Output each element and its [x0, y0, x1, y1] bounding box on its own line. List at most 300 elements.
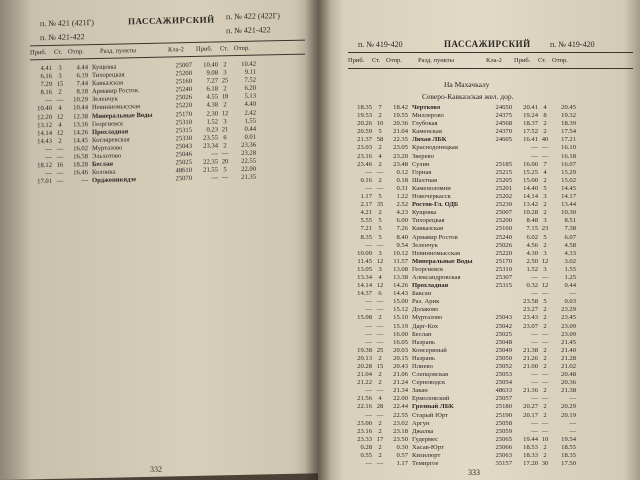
time-cell: —: [569, 395, 576, 403]
table-row: [350, 104, 635, 112]
station-name: Эльхотово: [92, 152, 122, 161]
station-name: Шахтная: [412, 176, 438, 184]
table-row: [350, 290, 635, 298]
time-cell: 14.14: [523, 193, 538, 201]
station-name: Ермоловский: [412, 395, 450, 403]
time-cell: 2: [58, 88, 62, 97]
time-cell: 23.45: [561, 314, 576, 322]
time-cell: —: [541, 338, 549, 346]
time-cell: 2: [378, 354, 382, 362]
station-name: Долаково: [412, 306, 439, 314]
station-name: Сулин: [412, 160, 430, 168]
time-cell: 19.44: [523, 435, 538, 443]
table-row: [350, 339, 635, 347]
time-cell: 20.48: [561, 371, 576, 379]
time-cell: 24370: [495, 128, 512, 136]
time-cell: 24375: [495, 112, 512, 120]
table-row: [350, 258, 635, 266]
time-cell: 23.16: [357, 152, 372, 160]
time-cell: 2: [543, 120, 547, 128]
time-cell: 13.34: [357, 273, 372, 281]
station-name: Армавир Ростов: [412, 233, 458, 241]
time-cell: 25180: [495, 403, 512, 411]
time-cell: 25063: [495, 452, 512, 460]
time-cell: 25007: [495, 209, 512, 217]
table-row: [350, 403, 635, 411]
time-cell: 2: [378, 112, 382, 120]
time-cell: 10.09: [357, 249, 372, 257]
time-cell: 21.37: [357, 136, 372, 144]
time-cell: —: [365, 168, 372, 176]
time-cell: 12.38: [73, 112, 88, 121]
time-cell: 8.16: [40, 89, 52, 97]
table-row: [350, 169, 635, 177]
station-name: Закан: [412, 387, 428, 395]
time-cell: 3: [543, 265, 547, 273]
time-cell: 18.53: [523, 443, 538, 451]
time-cell: 15: [56, 80, 64, 88]
time-cell: 0.28: [360, 443, 372, 451]
table-row: [350, 331, 635, 339]
station-name: Баксан: [412, 290, 432, 298]
time-cell: 23.03: [357, 144, 372, 152]
time-cell: 5: [223, 166, 227, 174]
time-cell: 2: [543, 209, 547, 217]
column-header: Разд. пункты: [100, 47, 136, 55]
time-cell: 17.01: [37, 178, 52, 186]
time-cell: 21.45: [561, 338, 576, 346]
time-cell: 16.10: [561, 144, 576, 152]
station-name: Дарг-Кох: [412, 322, 439, 330]
column-header: Приб.: [514, 57, 531, 64]
time-cell: 8.48: [526, 217, 538, 225]
time-cell: 23.05: [393, 144, 408, 152]
time-cell: 4: [543, 104, 547, 111]
time-cell: 28: [376, 403, 384, 411]
time-cell: 25070: [175, 175, 192, 183]
time-cell: —: [45, 153, 52, 162]
time-cell: 2: [378, 314, 382, 322]
time-cell: 18.37: [523, 120, 538, 128]
table-row: [350, 298, 635, 306]
time-cell: 5: [378, 217, 382, 225]
column-header: Кла-2: [486, 57, 502, 64]
time-cell: 21.28: [561, 354, 576, 362]
table-row: [350, 452, 635, 460]
time-cell: 2: [378, 209, 382, 217]
time-cell: 22.55: [241, 157, 256, 166]
table-row: [350, 314, 635, 322]
time-cell: 11.57: [393, 257, 408, 265]
time-cell: 25240: [495, 233, 512, 241]
time-cell: —: [541, 152, 549, 160]
time-cell: 7: [543, 160, 547, 168]
station-name: Кизилюрт: [412, 452, 441, 460]
time-cell: 16.58: [73, 153, 88, 161]
time-cell: 16.18: [561, 152, 576, 160]
station-name: Серноводск: [412, 379, 446, 387]
time-cell: 16.02: [73, 145, 88, 153]
time-cell: 1.25: [564, 273, 576, 281]
time-cell: 40: [541, 136, 549, 144]
time-cell: 4.23: [396, 209, 408, 217]
table-row: [350, 177, 635, 185]
time-cell: 4.38: [206, 101, 218, 110]
time-cell: 58: [376, 136, 384, 144]
time-cell: 22.00: [241, 165, 256, 174]
time-cell: 23.16: [357, 427, 372, 435]
time-cell: —: [569, 419, 576, 427]
time-cell: 18.35: [561, 452, 576, 460]
time-cell: 23.09: [561, 330, 576, 338]
time-cell: 1.17: [396, 460, 408, 468]
time-cell: 19.24: [523, 112, 538, 120]
right-head-rule: [348, 68, 633, 69]
time-cell: 20.19: [561, 411, 576, 419]
time-cell: 25215: [495, 168, 512, 176]
time-cell: 23.20: [393, 152, 408, 160]
station-name: Зверево: [412, 152, 434, 160]
time-cell: 21.35: [241, 173, 256, 182]
time-cell: 18.55: [561, 443, 576, 451]
time-cell: 2: [543, 306, 547, 314]
time-cell: 5: [543, 233, 547, 241]
time-cell: —: [56, 97, 64, 105]
time-cell: 25307: [495, 273, 512, 281]
time-cell: 14.14: [357, 282, 372, 290]
column-header: Отпр.: [234, 44, 250, 53]
station-name: Старый Юрт: [412, 411, 448, 419]
station-name: Георгиевск: [92, 120, 124, 128]
time-cell: 4.55: [206, 93, 218, 102]
time-cell: 12: [541, 257, 549, 265]
time-cell: —: [541, 419, 549, 427]
time-cell: 15: [376, 363, 384, 370]
time-cell: 24605: [495, 136, 512, 144]
time-cell: 2: [223, 101, 227, 109]
time-cell: 23.34: [203, 142, 218, 150]
time-cell: 17.50: [561, 460, 576, 468]
time-cell: 15.10: [393, 314, 408, 322]
time-cell: —: [81, 177, 88, 185]
time-cell: 23.46: [357, 160, 372, 168]
time-cell: 25190: [495, 411, 512, 419]
time-cell: 25048: [495, 338, 512, 346]
time-cell: 25330: [175, 134, 192, 143]
time-cell: 6: [378, 290, 382, 298]
time-cell: 20.13: [357, 354, 372, 362]
time-cell: 5.55: [360, 217, 372, 225]
time-cell: 20.45: [561, 104, 576, 111]
time-cell: 12: [376, 257, 384, 265]
time-cell: —: [541, 144, 549, 152]
railway-heading: Северо-Кавказская жел. дор.: [422, 92, 514, 101]
station-name: Каменская: [412, 128, 442, 136]
time-cell: —: [376, 184, 384, 192]
left-timetable: [30, 60, 310, 187]
time-cell: 18.12: [37, 162, 52, 170]
time-cell: 23.33: [357, 435, 372, 443]
time-cell: 30: [541, 460, 549, 468]
time-cell: 25026: [175, 94, 192, 102]
time-cell: 14.17: [561, 193, 576, 201]
time-cell: 25220: [495, 249, 512, 257]
time-cell: 15.00: [523, 176, 538, 184]
time-cell: 14.37: [357, 290, 372, 298]
time-cell: 2: [543, 452, 547, 460]
time-cell: 25160: [175, 78, 192, 86]
time-cell: 2.17: [360, 201, 372, 209]
table-row: [350, 185, 635, 193]
station-name: Чертково: [412, 104, 441, 111]
time-cell: 21.00: [523, 363, 538, 370]
time-cell: 3: [543, 193, 547, 201]
time-cell: 15.02: [561, 176, 576, 184]
station-name: Назрань: [412, 338, 436, 346]
time-cell: 16.07: [561, 160, 576, 168]
time-cell: 14.43: [393, 290, 408, 298]
book-gutter: [305, 0, 331, 480]
time-cell: 20.17: [523, 411, 538, 419]
time-cell: 14.40: [523, 184, 538, 192]
time-cell: —: [376, 306, 384, 314]
table-row: [350, 323, 635, 331]
time-cell: 3: [58, 64, 62, 72]
time-cell: 21.34: [393, 387, 408, 395]
left-train-b: п. № 422 (422Г): [226, 11, 280, 22]
time-cell: 25026: [495, 241, 512, 249]
time-cell: 0.30: [396, 443, 408, 451]
time-cell: 18: [221, 93, 229, 101]
station-name: Джалка: [412, 427, 434, 435]
time-cell: 25200: [495, 217, 512, 225]
right-timetable: [350, 104, 635, 468]
time-cell: 0.31: [396, 184, 408, 192]
table-row: [350, 201, 635, 209]
time-cell: —: [376, 298, 384, 306]
time-cell: 19.38: [357, 346, 372, 354]
time-cell: 19.55: [393, 112, 408, 120]
table-row: [350, 274, 635, 282]
time-cell: 25202: [495, 193, 512, 201]
station-name: Плиево: [412, 363, 433, 370]
table-row: [350, 444, 635, 452]
table-row: [350, 395, 635, 403]
station-name: Назрань: [412, 354, 436, 362]
station-name: Невинномысская: [412, 249, 461, 257]
station-name: Ростов-Гл. ОДБ: [412, 201, 459, 209]
time-cell: 4.56: [526, 241, 538, 249]
station-name: Колонка: [92, 168, 116, 177]
station-name: Армавир Ростов.: [92, 87, 140, 96]
table-row: [350, 120, 635, 128]
time-cell: 35: [376, 201, 384, 209]
table-row: [350, 234, 635, 242]
time-cell: 5: [378, 128, 382, 136]
time-cell: 20.43: [393, 363, 408, 370]
time-cell: —: [531, 330, 538, 338]
time-cell: 15.12: [393, 306, 408, 314]
time-cell: 25046: [175, 151, 192, 159]
time-cell: 5: [378, 193, 382, 201]
time-cell: 23.48: [393, 160, 408, 168]
time-cell: —: [531, 419, 538, 427]
right-title: ПАССАЖИРСКИЙ: [444, 39, 531, 49]
time-cell: 17.20: [523, 460, 538, 468]
station-name: Гудермес: [412, 435, 439, 443]
station-name: Грозный ЛБК: [412, 403, 454, 411]
time-cell: 22.35: [393, 136, 408, 144]
time-cell: 2: [543, 314, 547, 322]
time-cell: 4: [378, 273, 382, 281]
column-header: Ст.: [372, 57, 381, 64]
time-cell: 15.08: [357, 314, 372, 322]
station-name: Кущевка: [412, 209, 437, 217]
column-header: Отпр.: [386, 57, 402, 64]
time-cell: 16.41: [523, 136, 538, 144]
table-row: [350, 209, 635, 217]
table-row: [350, 225, 635, 233]
time-cell: 25050: [495, 354, 512, 362]
time-cell: 4.44: [76, 64, 88, 72]
time-cell: 10.42: [241, 60, 256, 68]
time-cell: 21.24: [393, 379, 408, 387]
time-cell: 25170: [495, 257, 512, 265]
time-cell: 2: [223, 142, 227, 150]
time-cell: 24568: [495, 120, 512, 128]
time-cell: 2: [543, 176, 547, 184]
time-cell: 18.39: [561, 120, 576, 128]
column-header: Приб.: [30, 49, 47, 57]
time-cell: 14.14: [37, 129, 52, 137]
time-cell: 14.45: [561, 184, 576, 192]
time-cell: —: [365, 241, 372, 249]
time-cell: 7: [378, 104, 382, 111]
time-cell: 3: [543, 249, 547, 257]
time-cell: —: [541, 273, 549, 281]
time-cell: 2: [543, 241, 547, 249]
table-row: [350, 217, 635, 225]
time-cell: 19.54: [561, 435, 576, 443]
time-cell: 25053: [495, 371, 512, 379]
time-cell: 18.42: [393, 104, 408, 111]
time-cell: 3.02: [564, 257, 576, 265]
station-name: Невинномысская: [92, 103, 141, 112]
time-cell: 10: [376, 120, 384, 128]
station-name: Зеленчук: [412, 241, 438, 249]
time-cell: 7.44: [76, 80, 88, 88]
station-name: Кавказская: [92, 79, 123, 88]
time-cell: 25160: [495, 225, 512, 233]
time-cell: 20.28: [357, 363, 372, 370]
time-cell: 13.38: [393, 273, 408, 281]
time-cell: 7.27: [206, 77, 218, 85]
time-cell: 22.35: [203, 158, 218, 166]
table-row: [350, 379, 635, 387]
time-cell: 17.21: [561, 136, 576, 144]
station-name: Тихорецкая: [92, 71, 125, 80]
time-cell: 2: [378, 371, 382, 379]
time-cell: —: [365, 322, 372, 330]
left-train-b2: п. № 421-422: [226, 25, 271, 36]
time-cell: —: [376, 241, 384, 249]
time-cell: —: [569, 427, 576, 435]
time-cell: 10.40: [203, 61, 218, 69]
time-cell: 23.07: [523, 322, 538, 330]
time-cell: 25: [376, 346, 384, 354]
time-cell: 20.03: [393, 346, 408, 354]
column-header: Кла-2: [168, 46, 184, 54]
time-cell: 23.36: [241, 141, 256, 149]
time-cell: 4.21: [360, 209, 372, 217]
time-cell: —: [56, 169, 64, 178]
time-cell: 2: [543, 322, 547, 330]
time-cell: 8.40: [396, 233, 408, 241]
station-name: Миллерово: [412, 112, 444, 120]
time-cell: —: [541, 290, 549, 298]
time-cell: 5: [543, 298, 547, 306]
time-cell: 2: [378, 379, 382, 387]
time-cell: 17.54: [561, 128, 576, 136]
time-cell: 2: [223, 61, 227, 69]
time-cell: 25315: [495, 282, 512, 290]
time-cell: 20.36: [393, 120, 408, 128]
time-cell: 25310: [175, 118, 192, 126]
table-row: [350, 436, 635, 444]
time-cell: —: [541, 427, 549, 435]
station-name: Котляревская: [92, 136, 130, 144]
time-cell: 1.55: [564, 265, 576, 273]
time-cell: 22.44: [393, 403, 408, 411]
station-name: Прохладная: [92, 128, 129, 136]
time-cell: 0.16: [360, 176, 372, 184]
time-cell: 18.28: [73, 161, 88, 169]
time-cell: 25043: [175, 142, 192, 151]
time-cell: 25310: [495, 265, 512, 273]
time-cell: 10: [541, 435, 549, 443]
table-row: [350, 161, 635, 169]
time-cell: —: [541, 379, 549, 387]
time-cell: 6.00: [396, 217, 408, 225]
time-cell: 4.40: [244, 101, 256, 109]
time-cell: —: [376, 460, 384, 468]
time-cell: 13.42: [523, 201, 538, 209]
time-cell: 25200: [175, 70, 192, 78]
time-cell: —: [56, 145, 64, 153]
time-cell: 35157: [495, 460, 512, 468]
time-cell: 2: [223, 85, 227, 93]
time-cell: 2: [378, 452, 382, 460]
table-row: [350, 420, 635, 428]
time-cell: 25043: [495, 314, 512, 322]
time-cell: 0.01: [244, 133, 256, 141]
time-cell: 25315: [175, 126, 192, 135]
time-cell: 21.04: [357, 371, 372, 379]
time-cell: 10.28: [523, 209, 538, 217]
time-cell: 12: [56, 129, 64, 137]
column-header: Ст.: [220, 45, 229, 53]
time-cell: 2: [378, 144, 382, 152]
time-cell: 0.03: [564, 298, 576, 306]
time-cell: 2: [543, 443, 547, 451]
time-cell: 2: [378, 160, 382, 168]
time-cell: 21.06: [393, 371, 408, 379]
station-name: Аргун: [412, 419, 430, 427]
time-cell: 21.56: [357, 395, 372, 403]
time-cell: 7.26: [396, 225, 408, 233]
time-cell: —: [45, 145, 52, 153]
time-cell: 13.12: [37, 121, 52, 129]
